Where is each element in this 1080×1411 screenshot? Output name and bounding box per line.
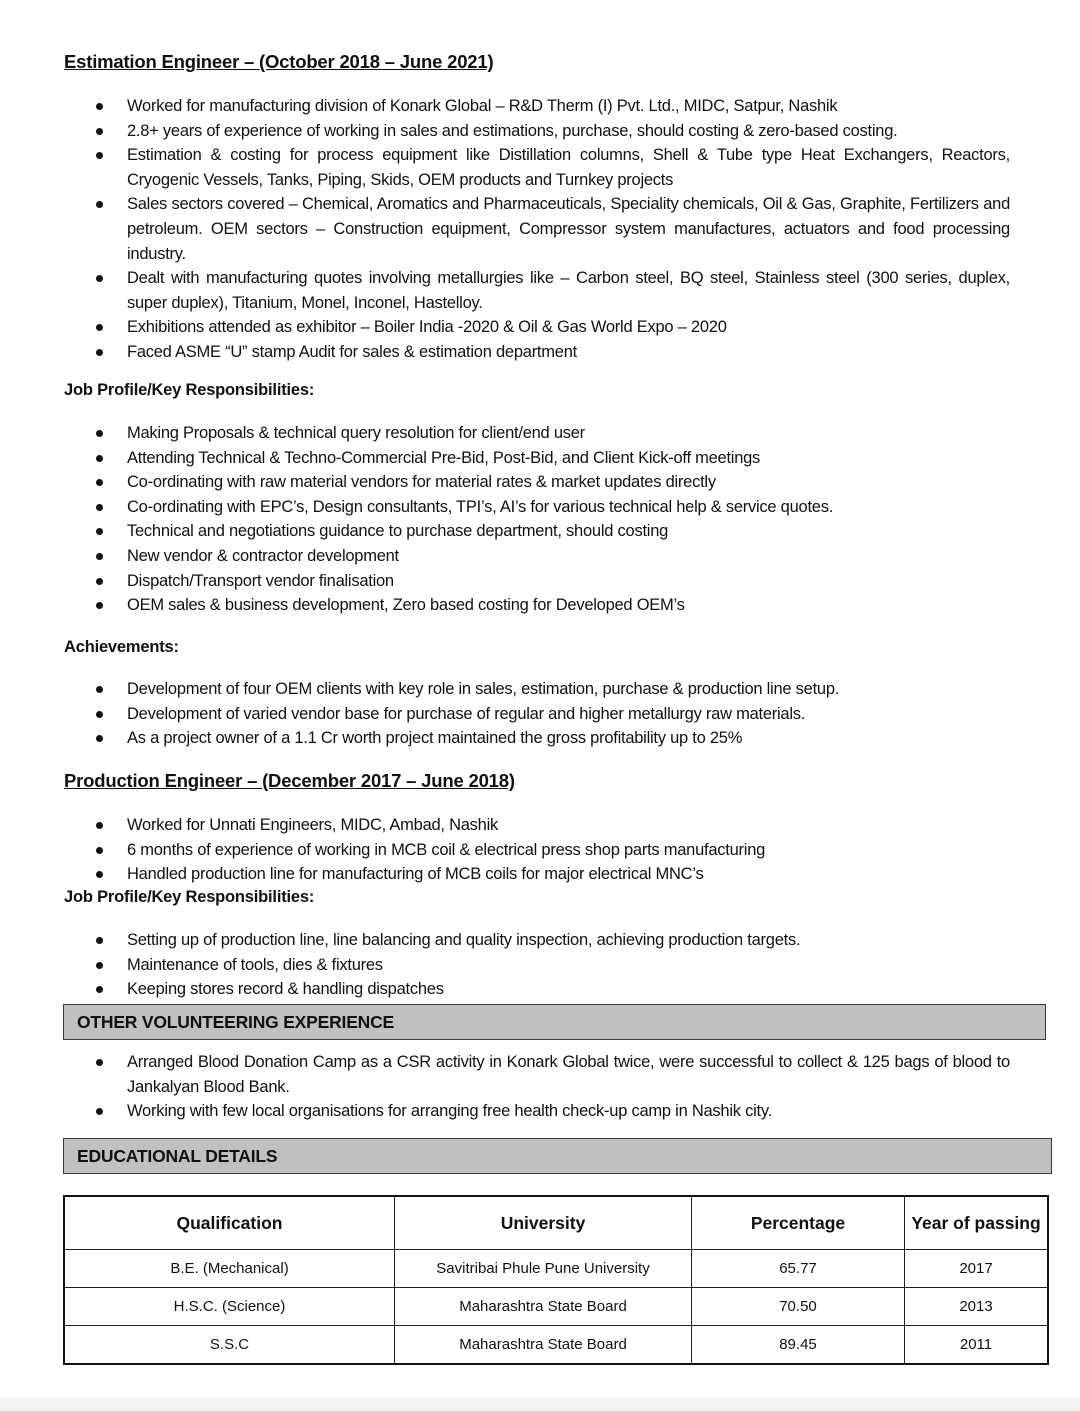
bullet-icon xyxy=(96,275,103,282)
table-header-row xyxy=(64,1196,1048,1250)
list-item: Working with few local organisations for arranging free health check-up camp in Nashik city. xyxy=(0,1099,1010,1124)
column-header-year: Year of passing xyxy=(905,1196,1049,1250)
estimation-experience-list xyxy=(0,94,1010,365)
cell-qualification: S.S.C xyxy=(64,1326,395,1365)
list-item: New vendor & contractor development xyxy=(0,544,1010,569)
bullet-icon xyxy=(96,504,103,511)
viewer-bottom-strip xyxy=(0,1397,1080,1411)
section-bar-volunteering: OTHER VOLUNTEERING EXPERIENCE xyxy=(63,1004,1046,1040)
bullet-icon xyxy=(96,455,103,462)
list-item: Setting up of production line, line balancing and quality inspection, achieving production targets. xyxy=(0,928,1010,953)
list-item: Dealt with manufacturing quotes involving metallurgies like – Carbon steel, BQ steel, Stainless steel (300 series, duplex, super duplex), Titanium, Monel, Inconel, Hastelloy. xyxy=(0,266,1010,315)
list-item: Sales sectors covered – Chemical, Aromatics and Pharmaceuticals, Speciality chemicals, Oil & Gas, Graphite, Fertilizers and petroleum. OEM sectors – Construction equipment, Compressor system manufactures, actuators and food processing industry. xyxy=(0,192,1010,266)
column-header-university: University xyxy=(395,1196,692,1250)
bullet-icon xyxy=(96,711,103,718)
cell-year: 2013 xyxy=(905,1288,1049,1326)
bullet-icon xyxy=(96,201,103,208)
list-item: 2.8+ years of experience of working in sales and estimations, purchase, should costing & zero-based costing. xyxy=(0,119,1010,144)
section-bar-education: EDUCATIONAL DETAILS xyxy=(63,1138,1052,1174)
volunteering-list xyxy=(0,1050,1010,1124)
list-item: Attending Technical & Techno-Commercial Pre-Bid, Post-Bid, and Client Kick-off meetings xyxy=(0,446,1010,471)
bullet-icon xyxy=(96,479,103,486)
bullet-icon xyxy=(96,986,103,993)
job-title-production-engineer: Production Engineer – (December 2017 – June 2018) xyxy=(64,770,515,791)
list-item: Development of four OEM clients with key role in sales, estimation, purchase & production line setup. xyxy=(0,677,1010,702)
column-header-percentage: Percentage xyxy=(692,1196,905,1250)
production-responsibilities-list xyxy=(0,928,1010,1002)
table-row xyxy=(64,1288,1048,1326)
bullet-icon xyxy=(96,349,103,356)
responsibilities-heading: Job Profile/Key Responsibilities: xyxy=(64,381,315,399)
bullet-icon xyxy=(96,103,103,110)
bullet-icon xyxy=(96,686,103,693)
education-table xyxy=(63,1195,1049,1365)
achievements-list xyxy=(0,677,1010,751)
cell-percentage: 89.45 xyxy=(692,1326,905,1365)
cell-qualification: H.S.C. (Science) xyxy=(64,1288,395,1326)
cell-percentage: 70.50 xyxy=(692,1288,905,1326)
bullet-icon xyxy=(96,152,103,159)
bullet-icon xyxy=(96,937,103,944)
cell-year: 2011 xyxy=(905,1326,1049,1365)
bullet-icon xyxy=(96,578,103,585)
list-item: Co-ordinating with raw material vendors for material rates & market updates directly xyxy=(0,470,1010,495)
responsibilities-heading: Job Profile/Key Responsibilities: xyxy=(64,888,315,906)
bullet-icon xyxy=(96,128,103,135)
bullet-icon xyxy=(96,553,103,560)
cell-university: Savitribai Phule Pune University xyxy=(395,1250,692,1288)
list-item: Development of varied vendor base for purchase of regular and higher metallurgy raw materials. xyxy=(0,702,1010,727)
list-item: Worked for manufacturing division of Konark Global – R&D Therm (I) Pvt. Ltd., MIDC, Satpur, Nashik xyxy=(0,94,1010,119)
bullet-icon xyxy=(96,324,103,331)
list-item: Faced ASME “U” stamp Audit for sales & estimation department xyxy=(0,340,1010,365)
production-experience-list xyxy=(0,813,1010,887)
list-item: OEM sales & business development, Zero based costing for Developed OEM’s xyxy=(0,593,1010,618)
list-item: Maintenance of tools, dies & fixtures xyxy=(0,953,1010,978)
list-item: Technical and negotiations guidance to purchase department, should costing xyxy=(0,519,1010,544)
bullet-icon xyxy=(96,602,103,609)
bullet-icon xyxy=(96,735,103,742)
bullet-icon xyxy=(96,822,103,829)
list-item: Estimation & costing for process equipment like Distillation columns, Shell & Tube type Heat Exchangers, Reactors, Cryogenic Vessels, Tanks, Piping, Skids, OEM products and Turnkey projects xyxy=(0,143,1010,192)
list-item: Worked for Unnati Engineers, MIDC, Ambad, Nashik xyxy=(0,813,1010,838)
table-row xyxy=(64,1250,1048,1288)
bullet-icon xyxy=(96,1059,103,1066)
cell-university: Maharashtra State Board xyxy=(395,1326,692,1365)
cell-percentage: 65.77 xyxy=(692,1250,905,1288)
list-item: Making Proposals & technical query resolution for client/end user xyxy=(0,421,1010,446)
list-item: Exhibitions attended as exhibitor – Boiler India -2020 & Oil & Gas World Expo – 2020 xyxy=(0,315,1010,340)
bullet-icon xyxy=(96,847,103,854)
achievements-heading: Achievements: xyxy=(64,638,179,656)
column-header-qualification: Qualification xyxy=(64,1196,395,1250)
bullet-icon xyxy=(96,871,103,878)
list-item: 6 months of experience of working in MCB coil & electrical press shop parts manufacturing xyxy=(0,838,1010,863)
job-title-estimation-engineer: Estimation Engineer – (October 2018 – June 2021) xyxy=(64,51,494,72)
table-row xyxy=(64,1326,1048,1365)
list-item: Co-ordinating with EPC’s, Design consultants, TPI’s, AI’s for various technical help & service quotes. xyxy=(0,495,1010,520)
cell-qualification: B.E. (Mechanical) xyxy=(64,1250,395,1288)
cell-year: 2017 xyxy=(905,1250,1049,1288)
estimation-responsibilities-list xyxy=(0,421,1010,618)
list-item: Dispatch/Transport vendor finalisation xyxy=(0,569,1010,594)
bullet-icon xyxy=(96,1108,103,1115)
list-item: As a project owner of a 1.1 Cr worth project maintained the gross profitability up to 25% xyxy=(0,726,1010,751)
bullet-icon xyxy=(96,962,103,969)
bullet-icon xyxy=(96,528,103,535)
list-item: Arranged Blood Donation Camp as a CSR activity in Konark Global twice, were successful to collect & 125 bags of blood to Jankalyan Blood Bank. xyxy=(0,1050,1010,1099)
bullet-icon xyxy=(96,430,103,437)
list-item: Handled production line for manufacturing of MCB coils for major electrical MNC’s xyxy=(0,862,1010,887)
cell-university: Maharashtra State Board xyxy=(395,1288,692,1326)
list-item: Keeping stores record & handling dispatches xyxy=(0,977,1010,1002)
